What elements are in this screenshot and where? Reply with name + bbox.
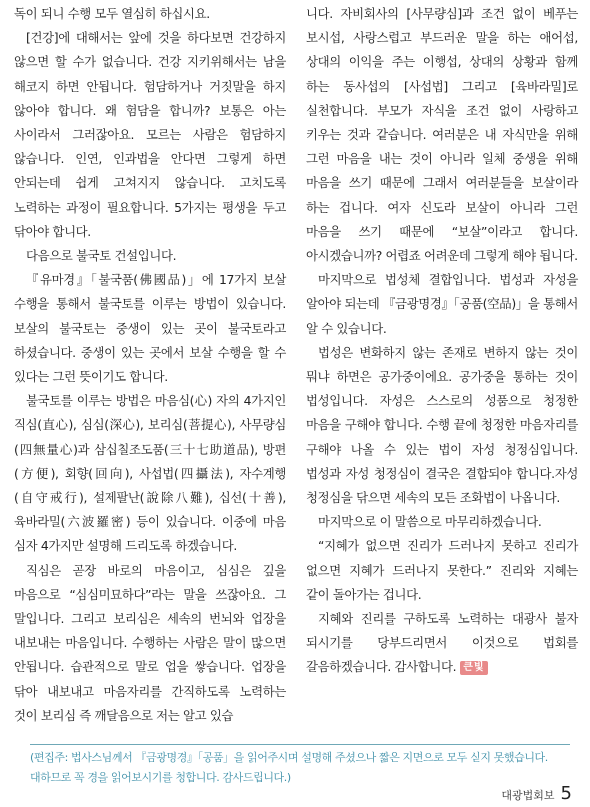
paragraph: [건강]에 대해서는 앞에 것을 하다보면 건강하지 않으면 할 수가 없습니다. 건강 지키위해서는 남을 해코지 하면 안됩니다. 험담하거나 거짓말을 하지 않아야 합니다. 왜 험담을 합니까? 보통은 아는 사이라서 그러잖아요. 모르는 사람은 험담하지 않습니다. 인연, 인과법을 안다면 그렇게 하면 안되는데 쉽게 고쳐지지 않습니다. 고치도록 노력하는 과정이 필요합니다. 5가지는 평생을 두고 닦아야 합니다. [14,30,286,239]
paragraph: 마지막으로 이 말씀으로 마무리하겠습니다. [318,514,542,530]
page-number: 5 [560,783,572,804]
right-column [306,2,578,680]
editor-note [30,748,575,788]
paragraph: 니다. 자비회사의 [사무량심]과 조건 없이 베푸는 보시섭, 사랑스럽고 부드러운 말을 하는 애어섭, 상대의 이익을 주는 이행섭, 상대의 상황과 함께 하는 동사섭의 [사섭법] 그리고 [육바라밀]로 실천합니다. 부모가 자식을 조건 없이 사랑하고 키우는 것과 같습니다. 여러분은 내 자식만을 위해 그런 마음을 내는 것이 아니라 일체 중생을 위해 마음을 쓰기 때문에 그래서 여러분들을 보살이라 하는 겁니다. 여자 신도라 보살이 아니라 그런 마음을 쓰기 때문에 “보살”이라고 합니다. 아시겠습니까? 어렵죠 어려운데 그렇게 해야 됩니다. [306,6,578,264]
page-footer [501,783,572,804]
publication-name: 대광법회보 [501,789,555,802]
note-divider [30,744,570,745]
paragraph: 직심은 곧장 바로의 마음이고, 심심은 깊을 마음으로 “심심미묘하다”라는 말을 쓰잖아요. 그 말입니다. 그리고 보리심은 세속의 번뇌와 업장을 내보내는 마음입니다. 수행하는 사람은 말이 많으면 안됩니다. 습관적으로 말로 업을 쌓습니다. 업장을 닦아 내보내고 마음자리를 간직하도록 노력하는 것이 보리심 즉 깨달음으로 저는 알고 있습 [14,562,286,723]
paragraph: 불국토를 이루는 방법은 마음심(心) 자의 4가지인 직심(直心), 심심(深心), 보리심(菩提心), 사무량심(四無量心)과 삼십칠조도품(三十七助道品), 방편(方便), 회향(回向), 사섭법(四攝法), 자수계행(自守戒行), 설제팔난(說除八難), 십선(十善), 육바라밀(六波羅密) 등이 있습니다. 이중에 마음 심자 4가지만 설명해 드리도록 하겠습니다. [14,393,286,554]
closing-paragraph [306,607,578,680]
paragraph-text: 지혜와 진리를 구하도록 노력하는 대광사 불자 되시기를 당부드리면서 이것으로 법회를 갈음하겠습니다. 감사합니다. [306,611,578,675]
paragraph: 다음으로 불국토 건설입니다. [26,248,177,264]
paragraph: 『유마경』「불국품(佛國品)」에 17가지 보살 수행을 통해서 불국토를 이루는 방법이 있습니다. 보살의 불국토는 중생이 있는 곳이 불국토라고 하셨습니다. 중생이 있는 곳에서 보살 수행을 할 수 있다는 그런 뜻이기도 합니다. [14,272,286,385]
editor-note-line: (편집주: 법사스님께서 『금광명경』「공품」을 읽어주시며 설명해 주셨으나 짧은 지면으로 모두 싣지 못했습니다. [30,751,548,764]
left-column [14,2,286,728]
paragraph: “지혜가 없으면 진리가 드러나지 못하고 진리가 없으면 지혜가 드러나지 못한다.” 진리와 지혜는 같이 돌아가는 겁니다. [306,538,578,602]
editor-note-line: 대하므로 꼭 경을 읽어보시기를 청합니다. 감사드립니다.) [30,771,291,784]
paragraph: 마지막으로 법성체 결합입니다. 법성과 자성을 알아야 되는데 『금광명경』「공품(空品)」을 통해서 알 수 있습니다. [306,272,578,336]
article-body [14,2,578,732]
paragraph: 법성은 변화하지 않는 존재로 변하지 않는 것이 뭐냐 하면은 공가중이에요. 공가중을 통하는 것이 법성입니다. 자성은 스스로의 성품으로 청정한 마음을 구해야 합니다. 수행 끝에 청정한 마음자리를 구해야 나올 수 있는 법이 자성 청정심입니다. 법성과 자성 청정심이 결국은 결합되야 합니다.자성 청정심을 닦으면 세속의 모든 조화법이 나옵니다. [306,344,578,506]
paragraph: 독이 되니 수행 모두 열심히 하십시요. [14,6,210,21]
end-mark-stamp: 큰빛 [460,661,487,675]
